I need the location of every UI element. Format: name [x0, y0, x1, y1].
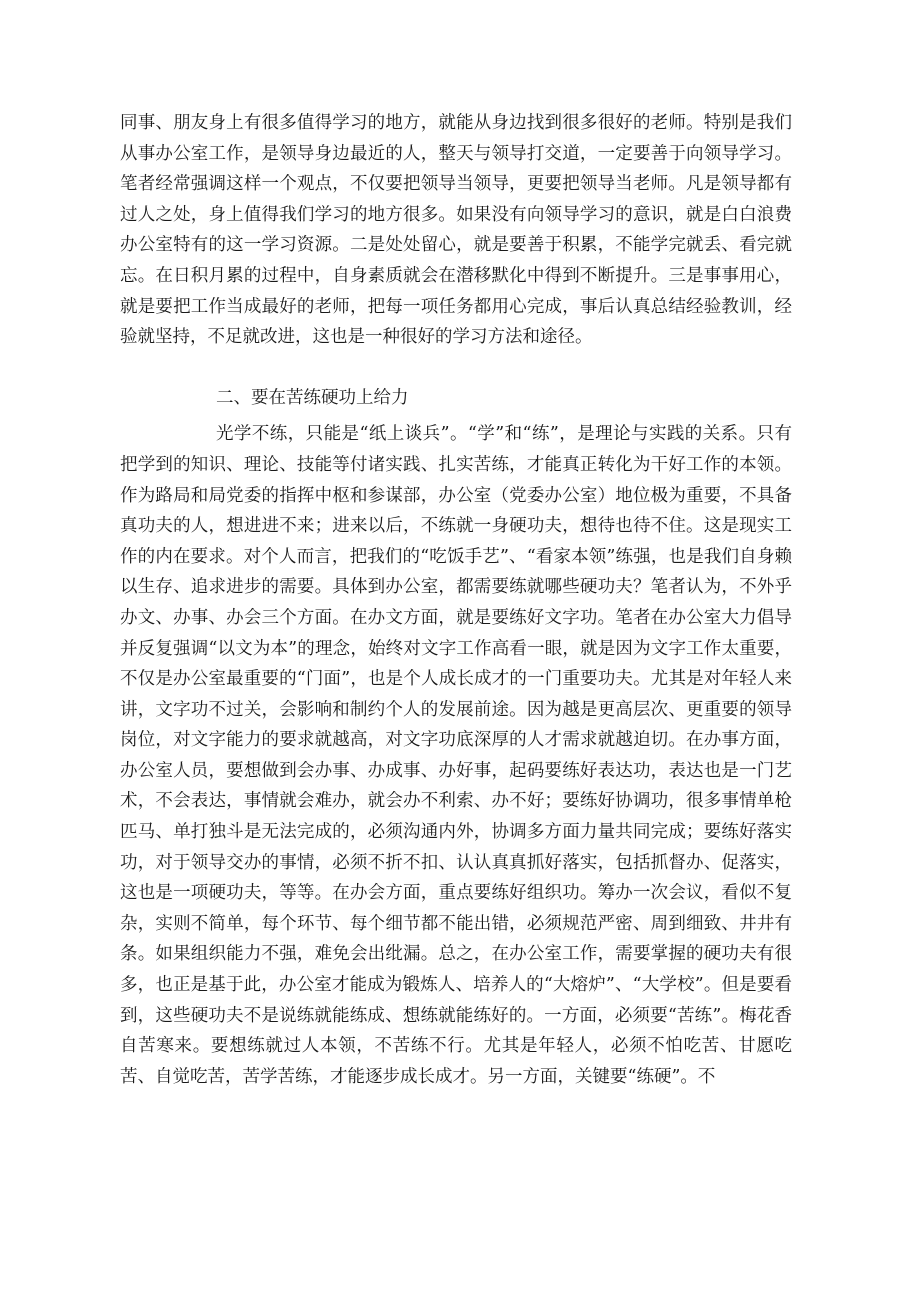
section-heading: 二、要在苦练硬功上给力 [216, 387, 409, 408]
body-paragraph: 光学不练，只能是“纸上谈兵”。“学”和“练”，是理论与实践的关系。只有把学到的知识、理论、技能等付诸实践、扎实苦练，才能真正转化为干好工作的本领。作为路局和局党委的指挥中枢和参谋部，办公室（党委办公室）地位极为重要，不具备真功夫的人，想进进不来；进来以后，不练就一身硬功夫，想待也待不住。这是现实工作的内在要求。对个人而言，把我们的“吃饭手艺”、“看家本领”练强，也是我们自身赖以生存、追求进步的需要。具体到办公室，都需要练就哪些硬功夫？笔者认为，不外乎办文、办事、办会三个方面。在办文方面，就是要练好文字功。笔者在办公室大力倡导并反复强调“以文为本”的理念，始终对文字工作高看一眼，就是因为文字工作太重要，不仅是办公室最重要的“门面”，也是个人成长成才的一门重要功夫。尤其是对年轻人来讲，文字功不过关，会影响和制约个人的发展前途。因为越是更高层次、更重要的领导岗位，对文字能力的要求就越高，对文字功底深厚的人才需求就越迫切。在办事方面，办公室人员，要想做到会办事、办成事、办好事，起码要练好表达功，表达也是一门艺术，不会表达，事情就会难办，就会办不利索、办不好；要练好协调功，很多事情单枪匹马、单打独斗是无法完成的，必须沟通内外，协调多方面力量共同完成；要练好落实功，对于领导交办的事情，必须不折不扣、认认真真抓好落实，包括抓督办、促落实，这也是一项硬功夫，等等。在办会方面，重点要练好组织功。筹办一次会议，看似不复杂，实则不简单，每个环节、每个细节都不能出错，必须规范严密、周到细致、井井有条。如果组织能力不强，难免会出纰漏。总之，在办公室工作，需要掌握的硬功夫有很多，也正是基于此，办公室才能成为锻炼人、培养人的“大熔炉”、“大学校”。但是要看到，这些硬功夫不是说练就能练成、想练就能练好的。一方面，必须要“苦练”。梅花香自苦寒来。要想练就过人本领，不苦练不行。尤其是年轻人，必须不怕吃苦、甘愿吃苦、自觉吃苦，苦学苦练，才能逐步成长成才。另一方面，关键要“练硬”。不 [120, 424, 792, 1087]
document-body [120, 108, 792, 1092]
body-paragraph: 同事、朋友身上有很多值得学习的地方，就能从身边找到很多很好的老师。特别是我们从事办公室工作，是领导身边最近的人，整天与领导打交道，一定要善于向领导学习。笔者经常强调这样一个观点，不仅要把领导当领导，更要把领导当老师。凡是领导都有过人之处，身上值得我们学习的地方很多。如果没有向领导学习的意识，就是白白浪费办公室特有的这一学习资源。二是处处留心，就是要善于积累，不能学完就丢、看完就忘。在日积月累的过程中，自身素质就会在潜移默化中得到不断提升。三是事事用心，就是要把工作当成最好的老师，把每一项任务都用心完成，事后认真总结经验教训，经验就坚持，不足就改进，这也是一种很好的学习方法和途径。 [120, 113, 792, 348]
